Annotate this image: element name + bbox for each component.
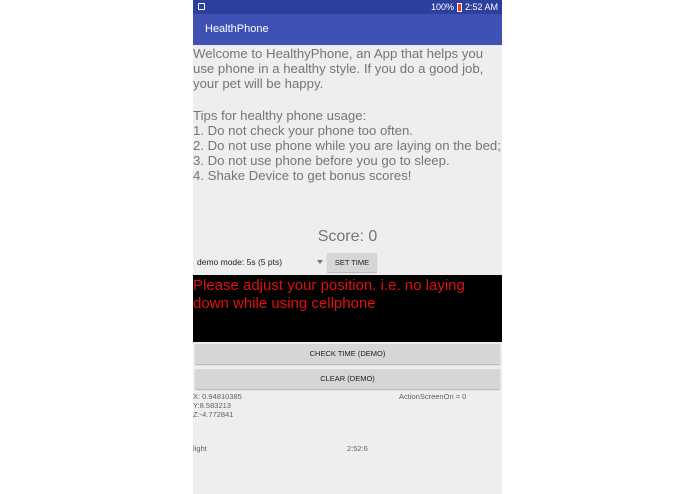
warning-panel (193, 275, 502, 342)
sensor-x: X: 0.94810385 (193, 392, 242, 401)
tips-section (193, 108, 501, 183)
light-label: light (193, 444, 207, 453)
tip-item: 3. Do not use phone before you go to sleep. (193, 153, 450, 168)
mode-spinner-value: demo mode: 5s (5 pts) (197, 257, 283, 267)
status-bar (193, 0, 502, 14)
battery-percent: 100% (430, 2, 454, 12)
app-title: HealthPhone (205, 23, 269, 35)
set-time-button[interactable]: SET TIME (327, 253, 377, 272)
clock-readout: 2:52:6 (347, 444, 368, 453)
app-screen (193, 0, 502, 494)
sensor-readout (193, 392, 242, 419)
intro-text: Welcome to HealthyPhone, an App that helps you use phone in a healthy style. If you do a good job, your pet will be happy. (193, 46, 484, 91)
dropdown-arrow-icon (317, 260, 323, 264)
score-label: Score: 0 (317, 228, 378, 245)
tip-item: 4. Shake Device to get bonus scores! (193, 168, 412, 183)
mode-spinner[interactable] (193, 253, 325, 271)
tip-item: 1. Do not check your phone too often. (193, 123, 413, 138)
clear-button[interactable]: CLEAR (DEMO) (195, 369, 500, 389)
image-notification-icon (198, 3, 205, 10)
action-screen-status: ActionScreenOn = 0 (399, 392, 467, 401)
status-time: 2:52 AM (464, 2, 498, 12)
warning-message: Please adjust your position. i.e. no laying down while using cellphone (193, 277, 465, 312)
battery-icon (457, 3, 462, 12)
check-time-button[interactable]: CHECK TIME (DEMO) (195, 344, 500, 364)
app-bar (193, 14, 502, 45)
tip-item: 2. Do not use phone while you are laying on the bed; (193, 138, 501, 153)
sensor-y: Y:8.583213 (193, 401, 231, 410)
sensor-z: Z:-4.772841 (193, 410, 234, 419)
tips-heading: Tips for healthy phone usage: (193, 108, 367, 123)
